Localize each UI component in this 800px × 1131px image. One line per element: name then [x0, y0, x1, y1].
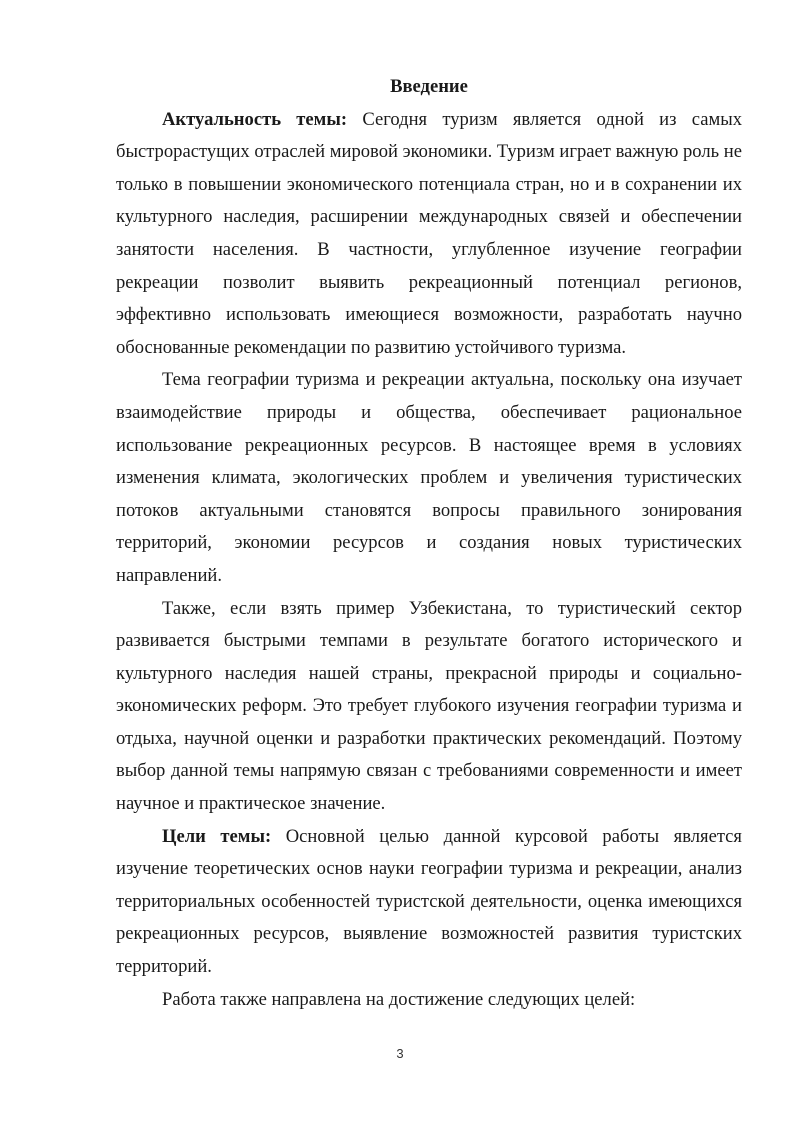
paragraph-lead-relevance: Актуальность темы: [162, 108, 348, 130]
paragraph-text-goals: Основной целью данной курсовой работы является изучение теоретических основ науки географии туризма и рекреации, анализ территориальных особенностей туристской деятельности, оценка имеющихся рекреационных ресурсов, выявление возможностей развития туристских территорий. [116, 825, 742, 978]
paragraph-geography [116, 364, 742, 592]
paragraph-lead-goals: Цели темы: [162, 825, 272, 847]
paragraph-text-uzbekistan: Также, если взять пример Узбекистана, то туристический сектор развивается быстрыми темпами в результате богатого исторического и культурного наследия нашей страны, прекрасной природы и социально-экономических реформ. Это требует глубокого изучения географии туризма и отдыха, научной оценки и разработки практических рекомендаций. Поэтому выбор данной темы напрямую связан с требованиями современности и имеет научное и практическое значение. [116, 597, 742, 815]
paragraph-text-objectives: Работа также направлена на достижение следующих целей: [162, 988, 636, 1010]
paragraph-text-geography: Тема географии туризма и рекреации актуальна, поскольку она изучает взаимодействие природы и общества, обеспечивает рациональное использование рекреационных ресурсов. В настоящее время в условиях изменения климата, экологических проблем и увеличения туристических потоков актуальными становятся вопросы правильного зонирования территорий, экономии ресурсов и создания новых туристических направлений. [116, 369, 742, 586]
section-title: Введение [390, 76, 468, 97]
paragraph-text-relevance: Сегодня туризм является одной из самых быстрорастущих отраслей мировой экономики. Туризм играет важную роль не только в повышении экономического потенциала стран, но и в сохранении их культурного наследия, расширении международных связей и обеспечении занятости населения. В частности, углубленное изучение географии рекреации позволит выявить рекреационный потенциал регионов, эффективно использовать имеющиеся возможности, разработать научно обоснованные рекомендации по развитию устойчивого туризма. [116, 108, 742, 358]
page-number: 3 [396, 1046, 404, 1061]
paragraph-goals [116, 821, 742, 984]
page-content [116, 71, 742, 1016]
paragraph-uzbekistan [116, 593, 742, 821]
paragraph-objectives [116, 984, 742, 1017]
paragraph-relevance [116, 104, 742, 365]
